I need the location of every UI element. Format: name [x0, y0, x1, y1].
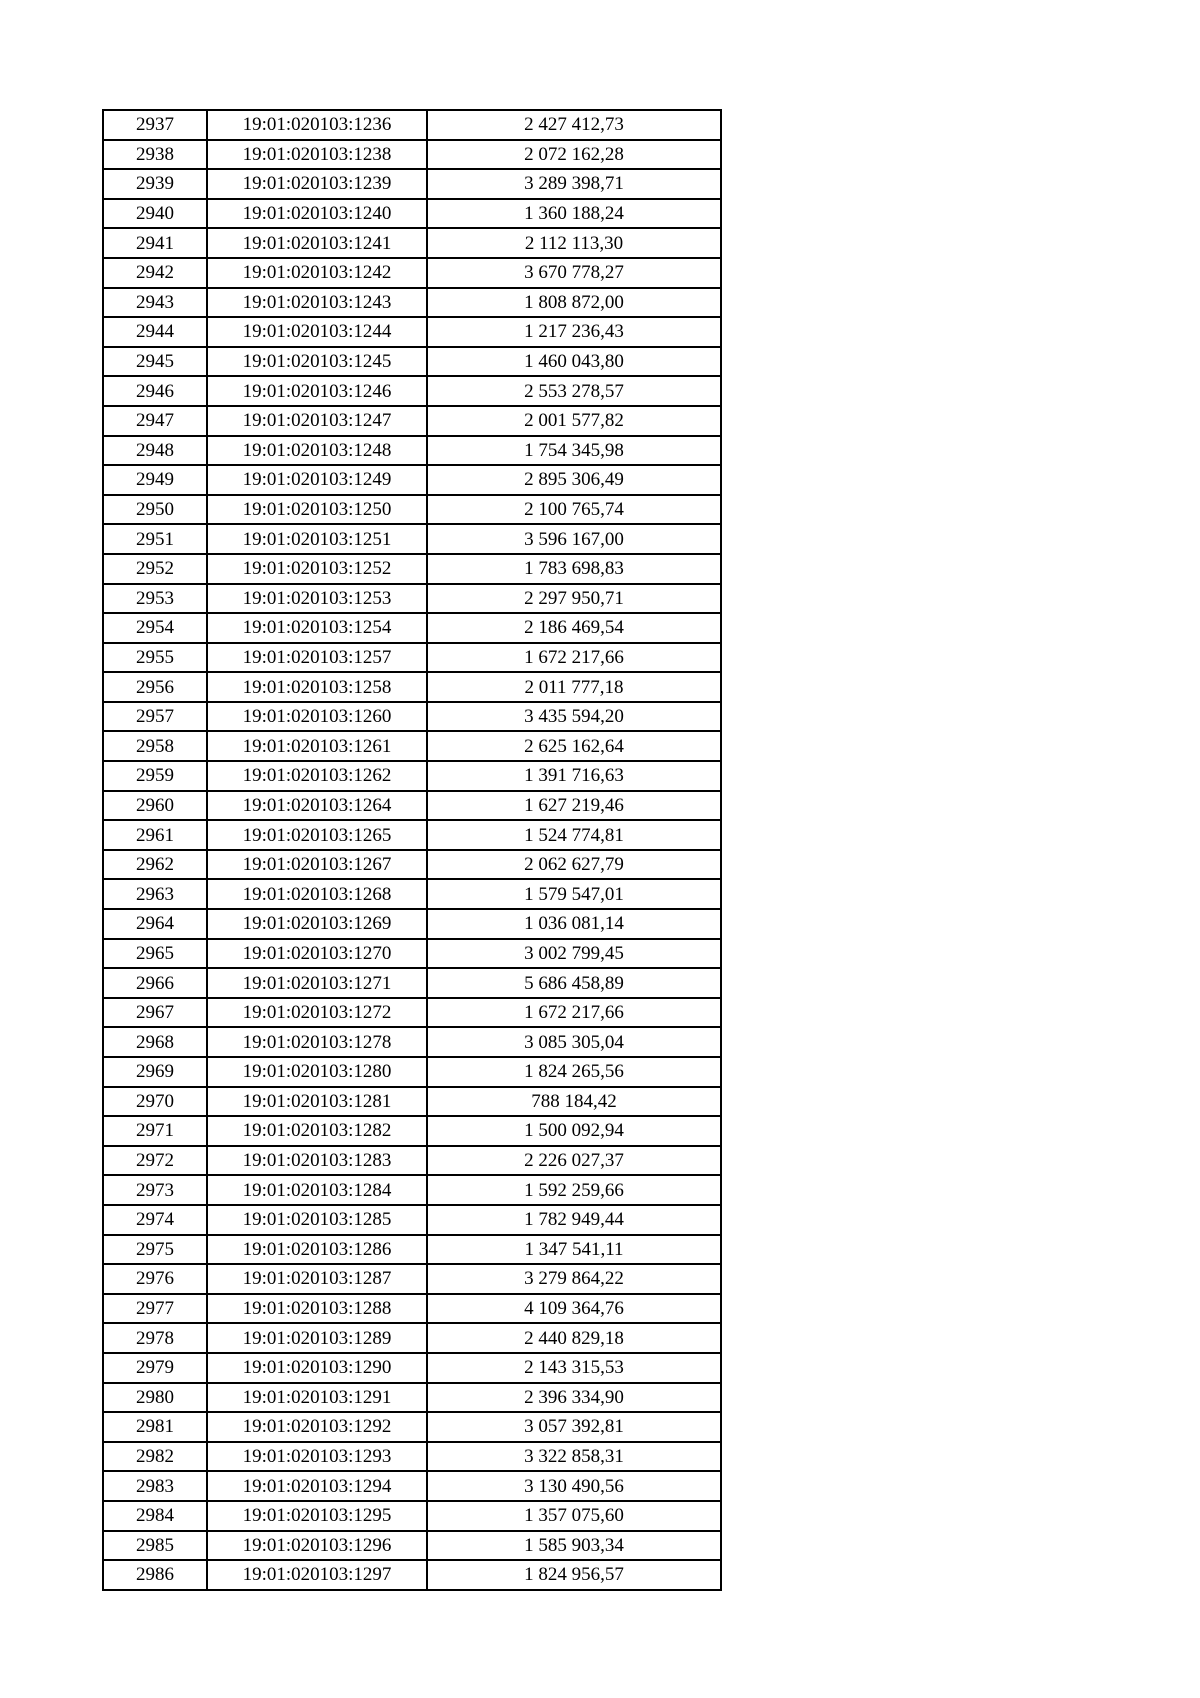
table-row — [103, 584, 721, 614]
row-number-cell: 2948 — [103, 436, 207, 466]
table-row — [103, 1323, 721, 1353]
cadastral-number-cell: 19:01:020103:1243 — [207, 288, 427, 318]
row-number-cell: 2969 — [103, 1057, 207, 1087]
table-row — [103, 1205, 721, 1235]
cadastral-number-cell: 19:01:020103:1253 — [207, 584, 427, 614]
table-row — [103, 672, 721, 702]
cadastral-number-cell: 19:01:020103:1267 — [207, 850, 427, 880]
cadastral-number-cell: 19:01:020103:1239 — [207, 169, 427, 199]
row-number-cell: 2984 — [103, 1501, 207, 1531]
cadastral-value-cell: 5 686 458,89 — [427, 968, 721, 998]
table-row — [103, 465, 721, 495]
table-row — [103, 1116, 721, 1146]
cadastral-value-cell: 1 754 345,98 — [427, 436, 721, 466]
row-number-cell: 2938 — [103, 140, 207, 170]
cadastral-value-cell: 1 460 043,80 — [427, 347, 721, 377]
table-row — [103, 643, 721, 673]
cadastral-number-cell: 19:01:020103:1258 — [207, 672, 427, 702]
row-number-cell: 2964 — [103, 909, 207, 939]
cadastral-value-cell: 2 011 777,18 — [427, 672, 721, 702]
cadastral-number-cell: 19:01:020103:1272 — [207, 998, 427, 1028]
row-number-cell: 2941 — [103, 228, 207, 258]
cadastral-value-cell: 1 808 872,00 — [427, 288, 721, 318]
cadastral-number-cell: 19:01:020103:1250 — [207, 495, 427, 525]
cadastral-value-cell: 2 143 315,53 — [427, 1353, 721, 1383]
table-row — [103, 199, 721, 229]
cadastral-value-cell: 1 347 541,11 — [427, 1235, 721, 1265]
cadastral-value-cell: 3 670 778,27 — [427, 258, 721, 288]
row-number-cell: 2940 — [103, 199, 207, 229]
cadastral-number-cell: 19:01:020103:1260 — [207, 702, 427, 732]
table-row — [103, 495, 721, 525]
cadastral-value-cell: 3 435 594,20 — [427, 702, 721, 732]
row-number-cell: 2973 — [103, 1175, 207, 1205]
table-row — [103, 1294, 721, 1324]
row-number-cell: 2943 — [103, 288, 207, 318]
table-row — [103, 1027, 721, 1057]
row-number-cell: 2968 — [103, 1027, 207, 1057]
cadastral-value-cell: 2 440 829,18 — [427, 1323, 721, 1353]
cadastral-value-cell: 1 391 716,63 — [427, 761, 721, 791]
cadastral-value-cell: 1 217 236,43 — [427, 317, 721, 347]
row-number-cell: 2979 — [103, 1353, 207, 1383]
cadastral-value-cell: 2 226 027,37 — [427, 1146, 721, 1176]
table-row — [103, 731, 721, 761]
row-number-cell: 2983 — [103, 1471, 207, 1501]
row-number-cell: 2982 — [103, 1442, 207, 1472]
row-number-cell: 2937 — [103, 110, 207, 140]
table-row — [103, 347, 721, 377]
cadastral-value-cell: 3 057 392,81 — [427, 1412, 721, 1442]
cadastral-number-cell: 19:01:020103:1265 — [207, 820, 427, 850]
cadastral-value-cell: 788 184,42 — [427, 1087, 721, 1117]
table-row — [103, 1383, 721, 1413]
table-row — [103, 169, 721, 199]
row-number-cell: 2978 — [103, 1323, 207, 1353]
cadastral-value-cell: 1 036 081,14 — [427, 909, 721, 939]
table-row — [103, 850, 721, 880]
cadastral-value-cell: 2 625 162,64 — [427, 731, 721, 761]
cadastral-value-cell: 2 112 113,30 — [427, 228, 721, 258]
row-number-cell: 2963 — [103, 879, 207, 909]
cadastral-number-cell: 19:01:020103:1245 — [207, 347, 427, 377]
cadastral-value-cell: 2 072 162,28 — [427, 140, 721, 170]
row-number-cell: 2974 — [103, 1205, 207, 1235]
table-row — [103, 1531, 721, 1561]
cadastral-value-cell: 2 553 278,57 — [427, 376, 721, 406]
table-row — [103, 1412, 721, 1442]
cadastral-number-cell: 19:01:020103:1288 — [207, 1294, 427, 1324]
cadastral-number-cell: 19:01:020103:1295 — [207, 1501, 427, 1531]
cadastral-value-cell: 3 085 305,04 — [427, 1027, 721, 1057]
row-number-cell: 2958 — [103, 731, 207, 761]
cadastral-number-cell: 19:01:020103:1247 — [207, 406, 427, 436]
table-row — [103, 317, 721, 347]
cadastral-number-cell: 19:01:020103:1296 — [207, 1531, 427, 1561]
cadastral-number-cell: 19:01:020103:1285 — [207, 1205, 427, 1235]
cadastral-value-cell: 2 895 306,49 — [427, 465, 721, 495]
table-row — [103, 288, 721, 318]
table-row — [103, 761, 721, 791]
table-row — [103, 1264, 721, 1294]
cadastral-number-cell: 19:01:020103:1287 — [207, 1264, 427, 1294]
row-number-cell: 2967 — [103, 998, 207, 1028]
cadastral-value-cell: 1 360 188,24 — [427, 199, 721, 229]
cadastral-value-cell: 1 824 956,57 — [427, 1560, 721, 1590]
cadastral-value-cell: 1 824 265,56 — [427, 1057, 721, 1087]
table-row — [103, 1087, 721, 1117]
table-row — [103, 1175, 721, 1205]
cadastral-number-cell: 19:01:020103:1249 — [207, 465, 427, 495]
cadastral-number-cell: 19:01:020103:1242 — [207, 258, 427, 288]
row-number-cell: 2980 — [103, 1383, 207, 1413]
cadastral-number-cell: 19:01:020103:1262 — [207, 761, 427, 791]
cadastral-value-cell: 1 592 259,66 — [427, 1175, 721, 1205]
row-number-cell: 2952 — [103, 554, 207, 584]
table-row — [103, 613, 721, 643]
row-number-cell: 2961 — [103, 820, 207, 850]
row-number-cell: 2954 — [103, 613, 207, 643]
cadastral-value-cell: 2 297 950,71 — [427, 584, 721, 614]
cadastral-number-cell: 19:01:020103:1290 — [207, 1353, 427, 1383]
cadastral-value-cell: 1 783 698,83 — [427, 554, 721, 584]
cadastral-value-cell: 4 109 364,76 — [427, 1294, 721, 1324]
table-row — [103, 258, 721, 288]
cadastral-number-cell: 19:01:020103:1292 — [207, 1412, 427, 1442]
table-row — [103, 228, 721, 258]
cadastral-value-cell: 2 062 627,79 — [427, 850, 721, 880]
row-number-cell: 2972 — [103, 1146, 207, 1176]
row-number-cell: 2942 — [103, 258, 207, 288]
table-row — [103, 820, 721, 850]
row-number-cell: 2947 — [103, 406, 207, 436]
cadastral-number-cell: 19:01:020103:1240 — [207, 199, 427, 229]
table-row — [103, 968, 721, 998]
cadastral-value-cell: 3 596 167,00 — [427, 524, 721, 554]
cadastral-number-cell: 19:01:020103:1269 — [207, 909, 427, 939]
table-row — [103, 909, 721, 939]
table-row — [103, 110, 721, 140]
cadastral-number-cell: 19:01:020103:1236 — [207, 110, 427, 140]
table-row — [103, 702, 721, 732]
table-row — [103, 939, 721, 969]
cadastral-number-cell: 19:01:020103:1284 — [207, 1175, 427, 1205]
cadastral-value-cell: 1 500 092,94 — [427, 1116, 721, 1146]
table-row — [103, 406, 721, 436]
cadastral-number-cell: 19:01:020103:1280 — [207, 1057, 427, 1087]
cadastral-number-cell: 19:01:020103:1286 — [207, 1235, 427, 1265]
cadastral-number-cell: 19:01:020103:1264 — [207, 791, 427, 821]
cadastral-number-cell: 19:01:020103:1278 — [207, 1027, 427, 1057]
cadastral-value-cell: 2 186 469,54 — [427, 613, 721, 643]
row-number-cell: 2946 — [103, 376, 207, 406]
row-number-cell: 2962 — [103, 850, 207, 880]
row-number-cell: 2955 — [103, 643, 207, 673]
row-number-cell: 2945 — [103, 347, 207, 377]
row-number-cell: 2957 — [103, 702, 207, 732]
table-row — [103, 1442, 721, 1472]
table-row — [103, 1057, 721, 1087]
cadastral-value-cell: 3 130 490,56 — [427, 1471, 721, 1501]
cadastral-number-cell: 19:01:020103:1238 — [207, 140, 427, 170]
cadastral-number-cell: 19:01:020103:1244 — [207, 317, 427, 347]
cadastral-value-cell: 3 322 858,31 — [427, 1442, 721, 1472]
table-row — [103, 1235, 721, 1265]
row-number-cell: 2986 — [103, 1560, 207, 1590]
cadastral-value-table — [102, 109, 722, 1591]
table-row — [103, 1501, 721, 1531]
cadastral-value-cell: 3 279 864,22 — [427, 1264, 721, 1294]
cadastral-value-cell: 1 672 217,66 — [427, 998, 721, 1028]
table-row — [103, 1471, 721, 1501]
table-row — [103, 1353, 721, 1383]
row-number-cell: 2939 — [103, 169, 207, 199]
table-row — [103, 554, 721, 584]
cadastral-value-cell: 1 672 217,66 — [427, 643, 721, 673]
cadastral-value-cell: 1 357 075,60 — [427, 1501, 721, 1531]
table-row — [103, 879, 721, 909]
cadastral-value-cell: 1 782 949,44 — [427, 1205, 721, 1235]
row-number-cell: 2977 — [103, 1294, 207, 1324]
cadastral-number-cell: 19:01:020103:1283 — [207, 1146, 427, 1176]
row-number-cell: 2985 — [103, 1531, 207, 1561]
cadastral-number-cell: 19:01:020103:1282 — [207, 1116, 427, 1146]
cadastral-number-cell: 19:01:020103:1294 — [207, 1471, 427, 1501]
cadastral-number-cell: 19:01:020103:1268 — [207, 879, 427, 909]
row-number-cell: 2951 — [103, 524, 207, 554]
cadastral-number-cell: 19:01:020103:1241 — [207, 228, 427, 258]
table-row — [103, 998, 721, 1028]
table-row — [103, 791, 721, 821]
row-number-cell: 2970 — [103, 1087, 207, 1117]
cadastral-number-cell: 19:01:020103:1246 — [207, 376, 427, 406]
cadastral-value-cell: 3 289 398,71 — [427, 169, 721, 199]
row-number-cell: 2971 — [103, 1116, 207, 1146]
cadastral-number-cell: 19:01:020103:1248 — [207, 436, 427, 466]
cadastral-number-cell: 19:01:020103:1271 — [207, 968, 427, 998]
cadastral-value-cell: 3 002 799,45 — [427, 939, 721, 969]
row-number-cell: 2950 — [103, 495, 207, 525]
cadastral-value-cell: 2 427 412,73 — [427, 110, 721, 140]
row-number-cell: 2953 — [103, 584, 207, 614]
cadastral-value-cell: 1 585 903,34 — [427, 1531, 721, 1561]
cadastral-number-cell: 19:01:020103:1257 — [207, 643, 427, 673]
cadastral-value-cell: 1 579 547,01 — [427, 879, 721, 909]
table-row — [103, 524, 721, 554]
row-number-cell: 2976 — [103, 1264, 207, 1294]
cadastral-number-cell: 19:01:020103:1252 — [207, 554, 427, 584]
row-number-cell: 2966 — [103, 968, 207, 998]
cadastral-value-cell: 2 100 765,74 — [427, 495, 721, 525]
table-row — [103, 1560, 721, 1590]
cadastral-number-cell: 19:01:020103:1261 — [207, 731, 427, 761]
cadastral-number-cell: 19:01:020103:1281 — [207, 1087, 427, 1117]
cadastral-value-cell: 1 627 219,46 — [427, 791, 721, 821]
table-body — [103, 110, 721, 1590]
row-number-cell: 2960 — [103, 791, 207, 821]
row-number-cell: 2944 — [103, 317, 207, 347]
cadastral-number-cell: 19:01:020103:1254 — [207, 613, 427, 643]
row-number-cell: 2956 — [103, 672, 207, 702]
cadastral-number-cell: 19:01:020103:1270 — [207, 939, 427, 969]
cadastral-number-cell: 19:01:020103:1289 — [207, 1323, 427, 1353]
row-number-cell: 2975 — [103, 1235, 207, 1265]
table-row — [103, 436, 721, 466]
table-row — [103, 1146, 721, 1176]
row-number-cell: 2949 — [103, 465, 207, 495]
cadastral-number-cell: 19:01:020103:1297 — [207, 1560, 427, 1590]
row-number-cell: 2981 — [103, 1412, 207, 1442]
table-row — [103, 140, 721, 170]
cadastral-value-cell: 2 396 334,90 — [427, 1383, 721, 1413]
row-number-cell: 2959 — [103, 761, 207, 791]
cadastral-number-cell: 19:01:020103:1293 — [207, 1442, 427, 1472]
cadastral-number-cell: 19:01:020103:1291 — [207, 1383, 427, 1413]
cadastral-value-cell: 2 001 577,82 — [427, 406, 721, 436]
cadastral-number-cell: 19:01:020103:1251 — [207, 524, 427, 554]
cadastral-value-cell: 1 524 774,81 — [427, 820, 721, 850]
table-row — [103, 376, 721, 406]
row-number-cell: 2965 — [103, 939, 207, 969]
